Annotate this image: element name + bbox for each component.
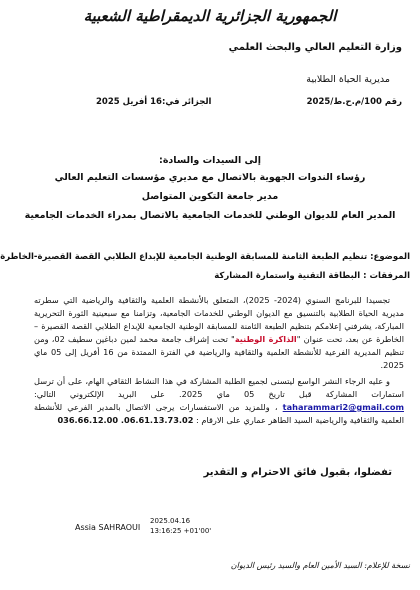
paragraph-text: " تحت إشراف جامعة محمد لمين دباغين سطيف 02، ومن تنظيم المديرية الفرعية للأنشطة العلمية والثقافية والرياضية في الفترة الممتدة من 16 أفريل إلى 05 ماي 2025. [34, 334, 404, 370]
paragraph-text: ، وللمزيد من الاستفسارات يرجى الاتصال بالمدير الفرعي للأنشطة العلمية والثقافية والرياضية السيد الطاهر عماري على الارقام : [34, 402, 404, 425]
body-paragraph-2 [34, 375, 404, 427]
directorate-name: مديرية الحياة الطلابية [306, 74, 390, 85]
republic-title: الجمهورية الجزائرية الديمقراطية الشعبية [83, 7, 337, 25]
competition-theme: الذاكرة الوطنية [234, 334, 297, 344]
recipient-line: المدير العام للديوان الوطني للخدمات الجامعية بالاتصال بمدراء الخدمات الجامعية [24, 210, 396, 221]
attachments-line: المرفقات : البطاقة التقنية واستمارة المشاركة [214, 271, 410, 281]
paragraph-text: و عليه الرجاء النشر الواسع ليتسنى لجميع الطلبة المشاركة في هذا النشاط الثقافي الهام، على أن ترسل استمارات المشاركة قبل تاريخ 05 ماي 2025. على البريد الإلكتروني التالي: [34, 376, 405, 399]
signature-date: 2025.04.16 [150, 517, 191, 525]
paragraph-text: تجسيدا للبرنامج السنوي (2024- 2025)، المتعلق بالأنشطة العلمية والثقافية والرياضية التي سطرته مديرية الحياة الطلابية بالتنسيق مع الديوان الوطني للخدمات الجامعية، وتزامنا مع سبعينية الثورة التحريرية المباركة، يشرفني إعلامكم بتنظيم الطبعة الثامنة للمسابقة الوطنية الجامعية للإبداع الطلابي القصة القصيرة – الخاطرة عن بعد، تحت عنوان " [34, 295, 404, 344]
recipients-heading: إلى السيدات والسادة: [159, 155, 261, 166]
closing-line: تفضلوا، بقبول فائق الاحترام و التقدير [203, 467, 392, 478]
place-date: الجزائر في:16 أفريل 2025 [96, 97, 212, 107]
phone-numbers: 036.66.12.00 .06.61.13.73.02 [57, 415, 194, 425]
email-link[interactable]: taharammari2@gmail.com [282, 402, 404, 412]
signer-name: Assia SAHRAOUI [75, 523, 141, 532]
body-paragraph-1 [34, 294, 404, 372]
copy-to-note: نسخة للإعلام: السيد الأمين العام والسيد رئيس الديوان [230, 561, 410, 570]
signature-time: 13:16:25 +01'00' [150, 527, 212, 535]
recipient-line: رؤساء الندوات الجهوية بالاتصال مع مديري مؤسسات التعليم العالي [54, 172, 366, 183]
ministry-name: وزارة التعليم العالي والبحث العلمي [228, 42, 402, 53]
recipient-line: مدير جامعة التكوين المتواصل [141, 191, 279, 202]
reference-number: رقم 100/م.ح.ط/2025 [306, 97, 402, 107]
subject-line: الموضوع: تنظيم الطبعة الثامنة للمسابقة الوطنية الجامعية للإبداع الطلابي القصة القصيرة-الخاطرة [0, 252, 410, 262]
